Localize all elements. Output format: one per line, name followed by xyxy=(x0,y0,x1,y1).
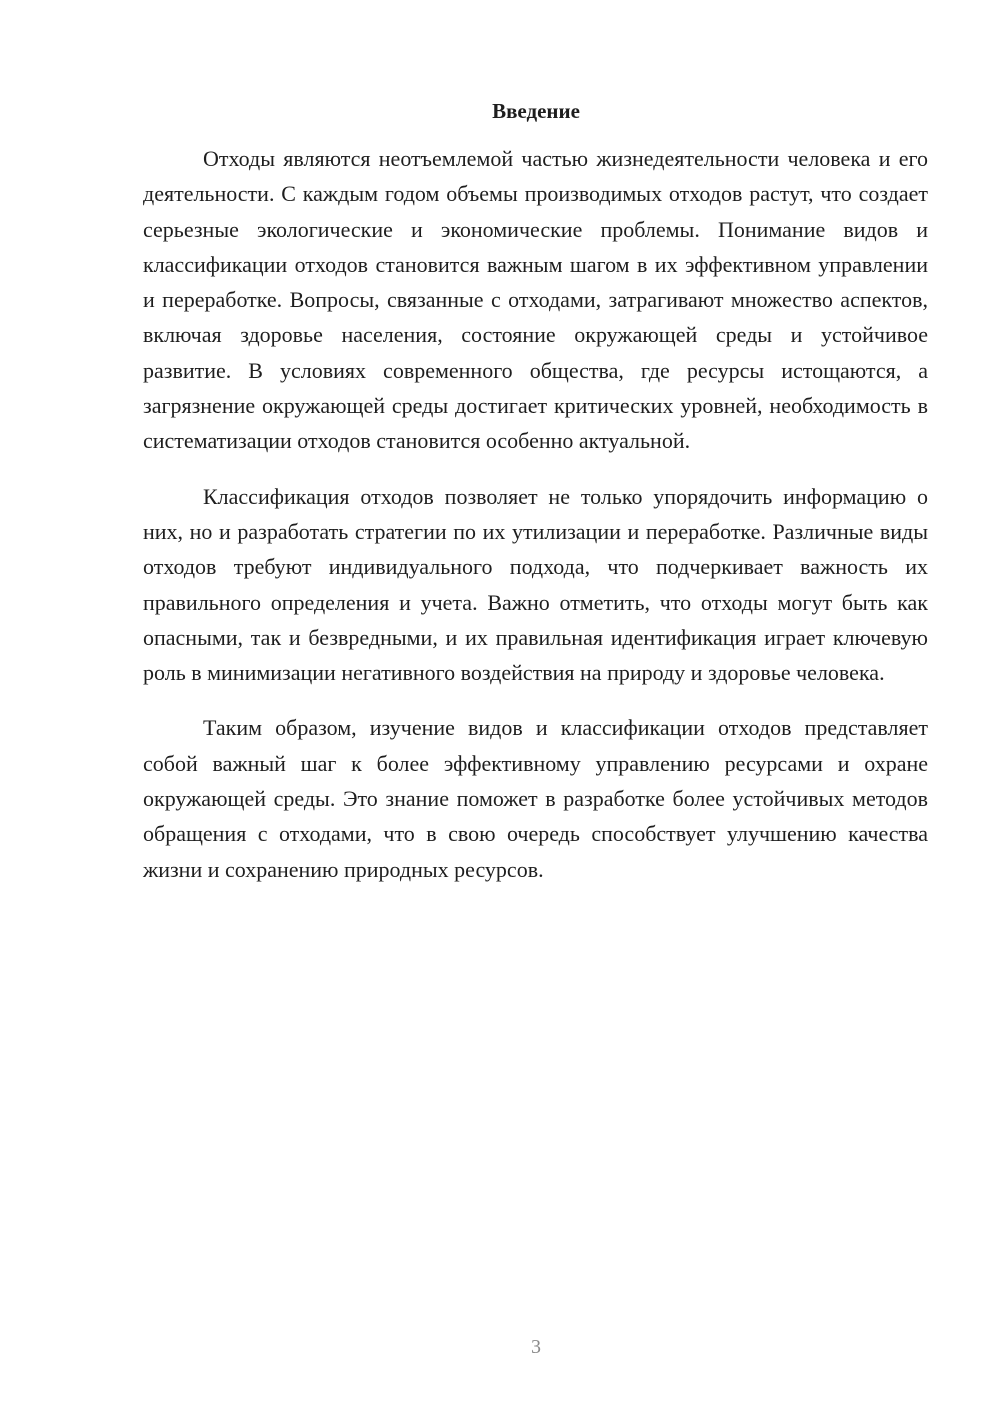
paragraph-3: Таким образом, изучение видов и классификации отходов представляет собой важный шаг к более эффективному управлению ресурсами и охране окружающей среды. Это знание поможет в разработке более устойчивых методов обращения с отходами, что в свою очередь способствует улучшению качества жизни и сохранению природных ресурсов. xyxy=(143,715,928,882)
paragraph-2: Классификация отходов позволяет не только упорядочить информацию о них, но и разработать стратегии по их утилизации и переработке. Различные виды отходов требуют индивидуального подхода, что подчеркивает важность их правильного определения и учета. Важно отметить, что отходы могут быть как опасными, так и безвредными, и их правильная идентификация играет ключевую роль в минимизации негативного воздействия на природу и здоровье человека. xyxy=(143,483,928,686)
body-text xyxy=(143,141,928,887)
section-title: Введение xyxy=(492,99,580,123)
page-number: 3 xyxy=(531,1336,541,1358)
paragraph-1: Отходы являются неотъемлемой частью жизнедеятельности человека и его деятельности. С каждым годом объемы производимых отходов растут, что создает серьезные экологические и экономические проблемы. Понимание видов и классификации отходов становится важным шагом в их эффективном управлении и переработке. Вопросы, связанные с отходами, затрагивают множество аспектов, включая здоровье населения, состояние окружающей среды и устойчивое развитие. В условиях современного общества, где ресурсы истощаются, а загрязнение окружающей среды достигает критических уровней, необходимость в систематизации отходов становится особенно актуальной. xyxy=(143,146,928,454)
